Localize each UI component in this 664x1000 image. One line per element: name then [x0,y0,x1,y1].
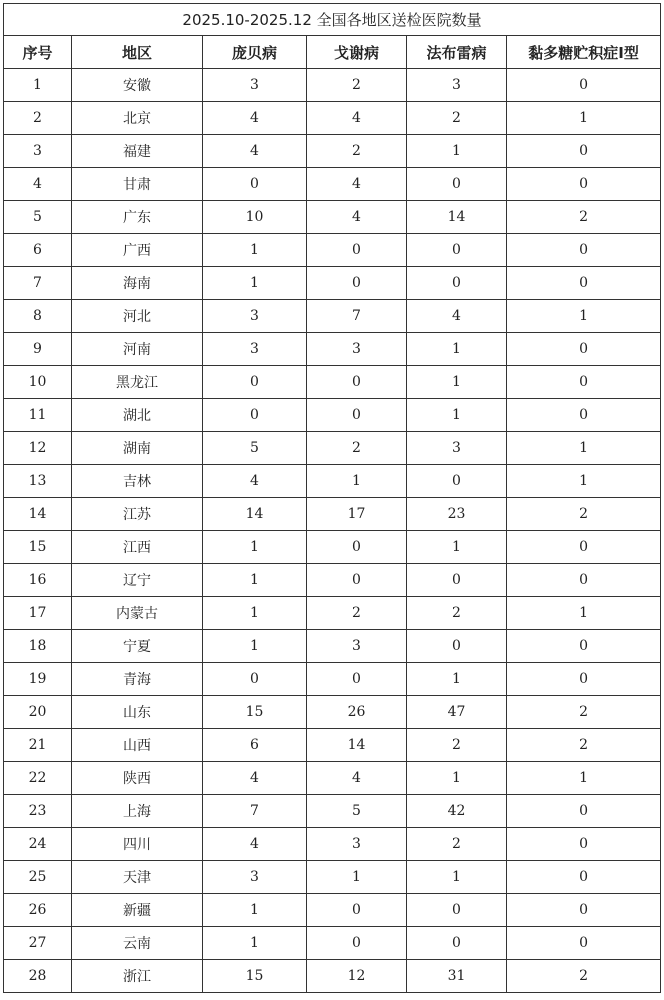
table-row [4,366,661,399]
cell-gaucher: 0 [307,267,407,300]
cell-mps1: 0 [507,531,661,564]
table-row [4,168,661,201]
cell-fabry: 0 [407,234,507,267]
cell-region: 天津 [72,861,203,894]
cell-gaucher: 2 [307,135,407,168]
table-row [4,927,661,960]
cell-index: 20 [4,696,72,729]
cell-fabry: 1 [407,861,507,894]
cell-mps1: 0 [507,630,661,663]
cell-gaucher: 0 [307,531,407,564]
cell-index: 26 [4,894,72,927]
cell-region: 新疆 [72,894,203,927]
table-row [4,795,661,828]
cell-pompe: 5 [203,432,307,465]
cell-region: 吉林 [72,465,203,498]
cell-fabry: 42 [407,795,507,828]
cell-mps1: 0 [507,333,661,366]
table-row [4,267,661,300]
cell-index: 9 [4,333,72,366]
cell-region: 湖北 [72,399,203,432]
cell-pompe: 0 [203,399,307,432]
cell-mps1: 0 [507,663,661,696]
cell-fabry: 3 [407,69,507,102]
cell-index: 1 [4,69,72,102]
header-row [4,36,661,69]
cell-index: 21 [4,729,72,762]
cell-fabry: 1 [407,135,507,168]
cell-region: 福建 [72,135,203,168]
table-row [4,102,661,135]
cell-region: 山西 [72,729,203,762]
table-row [4,861,661,894]
cell-fabry: 0 [407,564,507,597]
cell-gaucher: 1 [307,465,407,498]
cell-fabry: 0 [407,894,507,927]
table-row [4,432,661,465]
cell-pompe: 4 [203,828,307,861]
cell-fabry: 31 [407,960,507,993]
cell-region: 四川 [72,828,203,861]
cell-region: 江苏 [72,498,203,531]
cell-fabry: 23 [407,498,507,531]
cell-mps1: 0 [507,267,661,300]
cell-gaucher: 14 [307,729,407,762]
cell-index: 25 [4,861,72,894]
cell-mps1: 1 [507,762,661,795]
cell-region: 河北 [72,300,203,333]
cell-fabry: 2 [407,597,507,630]
cell-gaucher: 1 [307,861,407,894]
table-row [4,663,661,696]
table-row [4,597,661,630]
cell-gaucher: 4 [307,168,407,201]
cell-fabry: 2 [407,729,507,762]
cell-gaucher: 12 [307,960,407,993]
cell-region: 上海 [72,795,203,828]
table-row [4,762,661,795]
header-region: 地区 [72,36,203,69]
table-row [4,69,661,102]
cell-pompe: 3 [203,333,307,366]
cell-pompe: 4 [203,465,307,498]
cell-index: 28 [4,960,72,993]
cell-pompe: 14 [203,498,307,531]
cell-index: 10 [4,366,72,399]
cell-mps1: 0 [507,894,661,927]
cell-index: 16 [4,564,72,597]
cell-mps1: 0 [507,234,661,267]
cell-region: 陕西 [72,762,203,795]
cell-gaucher: 5 [307,795,407,828]
table-row [4,564,661,597]
cell-fabry: 1 [407,663,507,696]
cell-index: 5 [4,201,72,234]
table-row [4,234,661,267]
cell-index: 12 [4,432,72,465]
hospital-count-sheet [3,3,660,993]
cell-pompe: 15 [203,696,307,729]
cell-mps1: 2 [507,201,661,234]
cell-index: 15 [4,531,72,564]
cell-mps1: 0 [507,927,661,960]
cell-pompe: 0 [203,663,307,696]
cell-fabry: 1 [407,531,507,564]
cell-pompe: 4 [203,102,307,135]
cell-fabry: 14 [407,201,507,234]
header-pompe: 庞贝病 [203,36,307,69]
cell-mps1: 1 [507,300,661,333]
cell-region: 青海 [72,663,203,696]
cell-region: 甘肃 [72,168,203,201]
table-row [4,828,661,861]
cell-region: 湖南 [72,432,203,465]
cell-gaucher: 0 [307,366,407,399]
cell-pompe: 1 [203,927,307,960]
cell-mps1: 0 [507,366,661,399]
cell-pompe: 1 [203,630,307,663]
table-body [4,69,661,993]
cell-index: 2 [4,102,72,135]
cell-pompe: 1 [203,564,307,597]
table-row [4,498,661,531]
table-row [4,696,661,729]
cell-fabry: 47 [407,696,507,729]
table-row [4,729,661,762]
cell-index: 23 [4,795,72,828]
cell-mps1: 0 [507,69,661,102]
cell-index: 18 [4,630,72,663]
cell-index: 4 [4,168,72,201]
cell-gaucher: 3 [307,630,407,663]
cell-gaucher: 0 [307,399,407,432]
cell-gaucher: 2 [307,69,407,102]
cell-pompe: 10 [203,201,307,234]
cell-pompe: 3 [203,69,307,102]
cell-fabry: 2 [407,102,507,135]
cell-gaucher: 4 [307,762,407,795]
cell-gaucher: 4 [307,102,407,135]
table-row [4,399,661,432]
cell-pompe: 7 [203,795,307,828]
cell-mps1: 0 [507,828,661,861]
cell-mps1: 0 [507,564,661,597]
cell-index: 22 [4,762,72,795]
cell-gaucher: 0 [307,234,407,267]
cell-pompe: 4 [203,762,307,795]
cell-index: 19 [4,663,72,696]
cell-region: 山东 [72,696,203,729]
cell-gaucher: 26 [307,696,407,729]
cell-fabry: 2 [407,828,507,861]
cell-gaucher: 0 [307,927,407,960]
cell-mps1: 2 [507,696,661,729]
cell-region: 宁夏 [72,630,203,663]
cell-pompe: 3 [203,300,307,333]
cell-mps1: 0 [507,168,661,201]
cell-region: 江西 [72,531,203,564]
cell-fabry: 1 [407,333,507,366]
cell-fabry: 3 [407,432,507,465]
cell-index: 27 [4,927,72,960]
cell-region: 安徽 [72,69,203,102]
cell-fabry: 0 [407,267,507,300]
table-row [4,960,661,993]
header-gaucher: 戈谢病 [307,36,407,69]
cell-mps1: 1 [507,465,661,498]
cell-mps1: 2 [507,729,661,762]
cell-index: 7 [4,267,72,300]
cell-pompe: 15 [203,960,307,993]
cell-index: 3 [4,135,72,168]
cell-index: 13 [4,465,72,498]
cell-mps1: 0 [507,861,661,894]
cell-region: 内蒙古 [72,597,203,630]
cell-gaucher: 0 [307,894,407,927]
cell-gaucher: 3 [307,333,407,366]
cell-gaucher: 0 [307,564,407,597]
cell-mps1: 1 [507,432,661,465]
table-row [4,201,661,234]
cell-gaucher: 4 [307,201,407,234]
cell-mps1: 1 [507,597,661,630]
table-row [4,531,661,564]
cell-region: 广东 [72,201,203,234]
header-mps1: 黏多糖贮积症Ⅰ型 [507,36,661,69]
cell-gaucher: 7 [307,300,407,333]
cell-region: 云南 [72,927,203,960]
header-fabry: 法布雷病 [407,36,507,69]
cell-region: 北京 [72,102,203,135]
cell-mps1: 2 [507,960,661,993]
cell-index: 11 [4,399,72,432]
cell-gaucher: 3 [307,828,407,861]
cell-fabry: 0 [407,630,507,663]
cell-fabry: 0 [407,465,507,498]
cell-region: 辽宁 [72,564,203,597]
cell-index: 24 [4,828,72,861]
cell-region: 河南 [72,333,203,366]
table-row [4,894,661,927]
cell-gaucher: 0 [307,663,407,696]
cell-pompe: 1 [203,531,307,564]
cell-pompe: 1 [203,234,307,267]
cell-mps1: 0 [507,135,661,168]
cell-mps1: 1 [507,102,661,135]
cell-pompe: 6 [203,729,307,762]
cell-fabry: 0 [407,168,507,201]
table-row [4,465,661,498]
cell-pompe: 4 [203,135,307,168]
cell-gaucher: 2 [307,432,407,465]
cell-region: 黑龙江 [72,366,203,399]
cell-mps1: 2 [507,498,661,531]
cell-fabry: 4 [407,300,507,333]
cell-index: 8 [4,300,72,333]
table-row [4,630,661,663]
cell-pompe: 0 [203,168,307,201]
cell-pompe: 3 [203,861,307,894]
cell-pompe: 0 [203,366,307,399]
cell-mps1: 0 [507,399,661,432]
cell-gaucher: 17 [307,498,407,531]
cell-index: 17 [4,597,72,630]
cell-region: 浙江 [72,960,203,993]
cell-region: 海南 [72,267,203,300]
cell-pompe: 1 [203,894,307,927]
cell-pompe: 1 [203,597,307,630]
cell-index: 6 [4,234,72,267]
cell-index: 14 [4,498,72,531]
cell-fabry: 1 [407,366,507,399]
cell-gaucher: 2 [307,597,407,630]
table-row [4,300,661,333]
table-row [4,333,661,366]
header-index: 序号 [4,36,72,69]
table-title: 2025.10-2025.12 全国各地区送检医院数量 [4,4,661,36]
cell-fabry: 1 [407,762,507,795]
cell-fabry: 1 [407,399,507,432]
cell-mps1: 0 [507,795,661,828]
cell-region: 广西 [72,234,203,267]
cell-fabry: 0 [407,927,507,960]
hospital-count-table [3,3,661,993]
cell-pompe: 1 [203,267,307,300]
table-row [4,135,661,168]
